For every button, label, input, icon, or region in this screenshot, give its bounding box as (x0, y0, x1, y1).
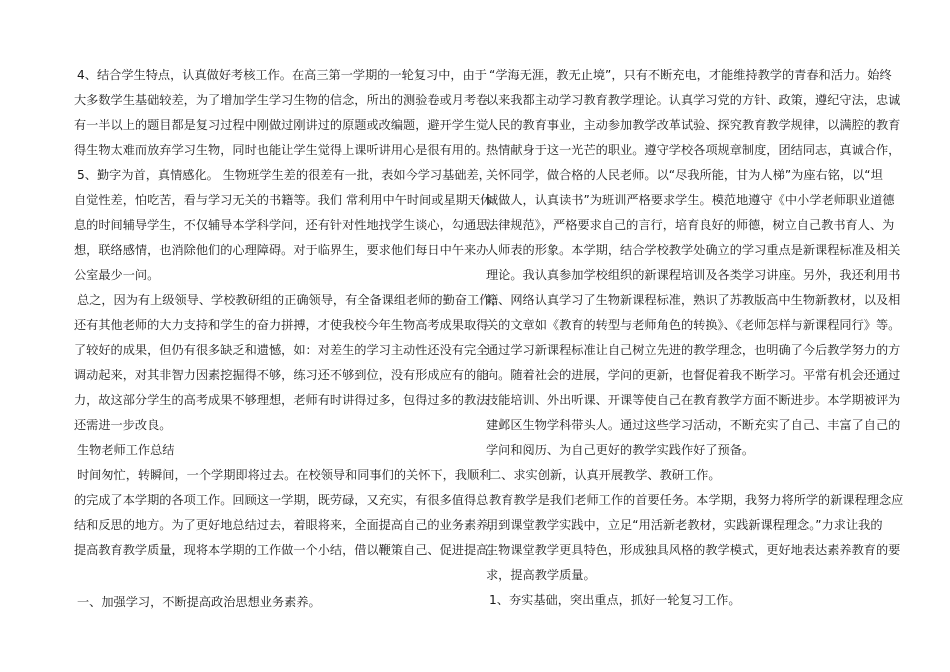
left-line: 大多数学生基础较差，为了增加学生学习生物的信念，所出的测验卷或月考卷 (74, 93, 489, 107)
right-line: 求，提高教学质量。 (486, 568, 596, 582)
left-line: 的完成了本学期的各项工作。回顾这一学期，既劳碌，又充实，有很多值得总 (74, 493, 489, 507)
left-line: 还需进一步改良。 (74, 418, 172, 432)
right-line: 生物课堂教学更具特色，形成独具风格的教学模式，更好地表达素养教育的要 (486, 543, 901, 557)
right-line: 建邺区生物学科带头人。通过这些学习活动，不断充实了自己、丰富了自己的 (486, 418, 901, 432)
right-line: 技能培训、外出听课、开课等使自己在教育教学方面不断进步。本学期被评为 (486, 393, 901, 407)
left-line: 调动起来，对其非智力因素挖掘得不够，练习还不够到位，没有形成应有的能 (74, 368, 489, 382)
right-line: 通过学习新课程标准让自己树立先进的教学理念，也明确了今后教学努力的方 (486, 343, 901, 357)
left-line: 总之，因为有上级领导、学校教研组的正确领导，有全备课组老师的勤奋工作， (77, 293, 504, 307)
section-heading: 一、加强学习，不断提高政治思想业务素养。 (77, 595, 321, 609)
left-line: 公室最少一问。 (74, 268, 160, 282)
section-heading: 生物老师工作总结 (77, 443, 175, 457)
right-line: 理论。我认真参加学校组织的新课程培训及各类学习讲座。另外，我还利用书 (486, 268, 901, 282)
left-line: 想，联络感情，也消除他们的心理障碍。对于临界生，要求他们每日中午来办 (74, 243, 489, 257)
right-line: 关的文章如《教育的转型与老师角色的转换》、《老师怎样与新课程同行》等。 (486, 318, 901, 332)
left-line: 时间匆忙，转瞬间，一个学期即将过去。在校领导和同事们的关怀下，我顺利 (77, 468, 492, 482)
left-line: 还有其他老师的大力支持和学生的奋力拼搏，才使我校今年生物高考成果取得 (74, 318, 489, 332)
right-line: 人师表的形象。本学期，结合学校教学处确立的学习重点是新课程标准及相关 (486, 243, 901, 257)
left-line: 4、结合学生特点，认真做好考核工作。在高三第一学期的一轮复习中，由于 (77, 68, 487, 82)
right-line: 人民的教育事业，主动参加教学改革试验、探究教育教学规律，以满腔的教育 (486, 118, 901, 132)
left-line: 5、勤字为首，真情感化。 生物班学生差的很差有一批，表如今学习基础差， (77, 168, 491, 182)
left-line: 息的时间辅导学生，不仅辅导本学科学问，还有针对性地找学生谈心，勾通思 (74, 218, 489, 232)
right-line: 籍、网络认真学习了生物新课程标准，熟识了苏教版高中生物新教材，以及相 (486, 293, 901, 307)
left-line: 得生物太难而放弃学习生物，同时也能让学生觉得上课听讲用心是很有用的。 (74, 143, 489, 157)
right-line: 热情献身于这一光芒的职业。遵守学校各项规章制度，团结同志，真诚合作， (486, 143, 901, 157)
section-heading: 1、夯实基础，突出重点，抓好一轮复习工作。 (489, 593, 741, 607)
right-line: 关怀同学，做合格的人民老师。以“尽我所能，甘为人梯”为座右铭，以“坦 (486, 168, 883, 182)
right-line: 诚做人，认真读书”为班训严格要求学生。模范地遵守《中小学老师职业道德 (486, 193, 895, 207)
left-line: 提高教育教学质量，现将本学期的工作做一个小结，借以鞭策自己、促进提高。 (74, 543, 501, 557)
section-heading: 二、求实创新，认真开展教学、教研工作。 (489, 468, 721, 482)
right-line: 用到课堂教学实践中，立足“用活新老教材，实践新课程理念。”力求让我的 (486, 518, 883, 532)
right-line: 教育教学是我们老师工作的首要任务。本学期，我努力将所学的新课程理念应 (489, 493, 904, 507)
right-line: 学问和阅历、为自己更好的教学实践作好了预备。 (486, 443, 755, 457)
left-line: 自觉性差，怕吃苦，看与学习无关的书籍等。我们 常利用中午时间或星期天休 (74, 193, 493, 207)
left-line: 有一半以上的题目都是复习过程中刚做过刚讲过的原题或改编题，避开学生觉 (74, 118, 489, 132)
right-line: 以来我都主动学习教育教学理论。认真学习党的方针、政策，遵纪守法，忠诚 (486, 93, 901, 107)
right-line: 向。随着社会的进展，学问的更新，也督促着我不断学习。平常有机会还通过 (486, 368, 901, 382)
left-line: 力，故这部分学生的高考成果不够理想，老师有时讲得过多，包得过多的教法 (74, 393, 489, 407)
right-line: “学海无涯，教无止境”，只有不断充电，才能维持教学的青春和活力。始终 (489, 68, 892, 82)
left-line: 了较好的成果，但仍有很多缺乏和遗憾，如：对差生的学习主动性还没有完全 (74, 343, 489, 357)
right-line: 法律规范》，严格要求自己的言行，培育良好的师德，树立自己教书育人、为 (486, 218, 895, 232)
left-line: 结和反思的地方。为了更好地总结过去，着眼将来，全面提高自己的业务素养， (74, 518, 501, 532)
